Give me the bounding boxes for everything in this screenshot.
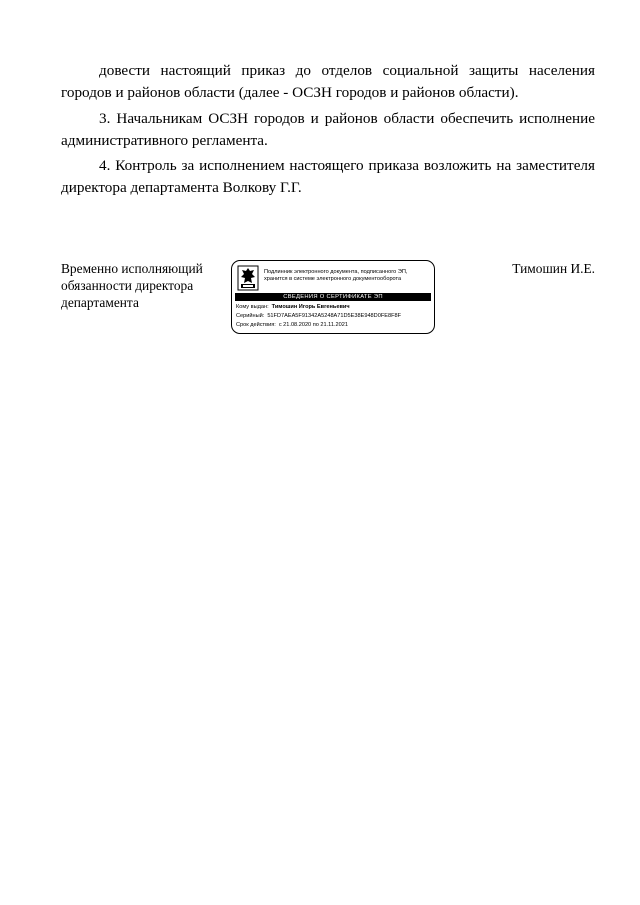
stamp-validity-value: с 21.08.2020 по 21.11.2021 (278, 322, 348, 328)
stamp-validity (236, 322, 434, 329)
paragraph-3-line-2: административного регламента. (61, 132, 268, 149)
stamp-header (264, 269, 432, 283)
electronic-signature-stamp (231, 260, 435, 334)
paragraph-4-line-2: директора департамента Волкову Г.Г. (61, 179, 302, 196)
paragraph-1 (61, 60, 595, 104)
paragraph-1-line-2: городов и районов области (далее - ОСЗН городов и районов области). (61, 84, 519, 101)
paragraph-3 (61, 108, 595, 152)
signatory-position-line: обязанности директора (61, 278, 194, 293)
paragraph-3-line-1: 3. Начальникам ОСЗН городов и районов области обеспечить исполнение (99, 110, 595, 127)
stamp-serial (236, 313, 434, 320)
paragraph-4 (61, 155, 595, 199)
stamp-validity-label: Срок действия: (236, 322, 276, 328)
signatory-position (61, 260, 231, 311)
stamp-issued-to (236, 304, 434, 311)
coat-of-arms-icon (237, 265, 259, 291)
signatory-position-line: департамента (61, 295, 139, 310)
signatory-position-line: Временно исполняющий (61, 261, 203, 276)
stamp-header-line: хранится в системе электронного документооборота (264, 276, 402, 282)
paragraph-1-line-1: довести настоящий приказ до отделов социальной защиты населения (99, 62, 595, 79)
stamp-header-line: Подлинник электронного документа, подписанного ЭП, (264, 269, 408, 275)
stamp-serial-value: 51FD7AEA5F91342A5248A71D5E38E948D0FE8F8F (267, 313, 402, 319)
stamp-serial-label: Серийный: (236, 313, 265, 319)
paragraph-4-line-1: 4. Контроль за исполнением настоящего приказа возложить на заместителя (99, 157, 595, 174)
stamp-title: СВЕДЕНИЯ О СЕРТИФИКАТЕ ЭП (235, 293, 431, 301)
stamp-issued-to-label: Кому выдан: (236, 304, 269, 310)
stamp-issued-to-value: Тимошин Игорь Евгеньевич (271, 304, 350, 310)
signatory-name: Тимошин И.Е. (512, 261, 595, 276)
